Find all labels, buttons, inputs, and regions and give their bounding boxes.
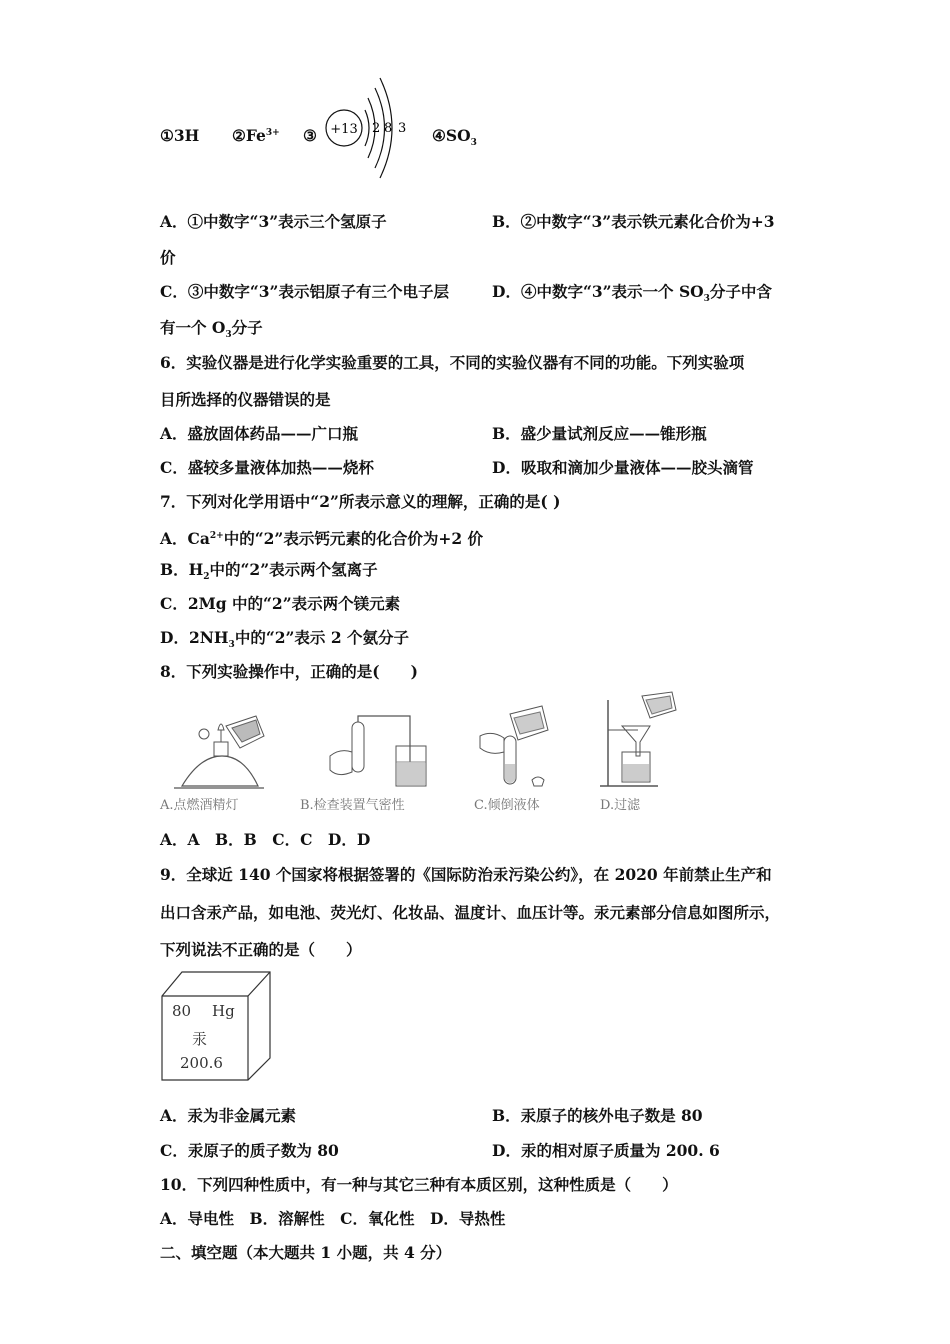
shell-1-electrons: 2 — [372, 121, 381, 136]
shell-3-electrons: 3 — [398, 121, 407, 136]
caption-a: A.点燃酒精灯 — [160, 798, 239, 813]
q6-option-a: A．盛放固体药品——广口瓶 — [160, 424, 359, 443]
q5-option-b-cont: 价 — [160, 248, 176, 267]
symbol-so: ④SO — [432, 126, 471, 145]
caption-b: B.检查装置气密性 — [300, 798, 405, 813]
q6-option-c: C．盛较多量液体加热——烧杯 — [160, 458, 374, 477]
q7-a-tail: 中的“2”表示钙元素的化合价为+2 价 — [223, 529, 484, 549]
q6-option-b: B．盛少量试剂反应——锥形瓶 — [492, 424, 707, 443]
section-2-heading: 二、填空题（本大题共 1 小题，共 4 分） — [160, 1243, 452, 1262]
q5-d-subscript: 3 — [703, 294, 710, 305]
aluminum-atom-structure-diagram — [320, 70, 420, 180]
q7-d-tail: 中的“2”表示 2 个氨分子 — [234, 628, 410, 647]
q5-d-text: D．④中数字“3”表示一个 SO — [492, 282, 704, 301]
q7-b-text: B．H — [160, 560, 204, 579]
q9-stem-line1: 9．全球近 140 个国家将根据签署的《国际防治汞污染公约》，在 2020 年前禁止生产和 — [160, 865, 772, 884]
q8-options: A．A B．B C．C D．D — [160, 830, 371, 849]
q9-option-d: D．汞的相对原子质量为 200. 6 — [492, 1141, 720, 1160]
q5-d-tail: 分子中含 — [709, 282, 772, 301]
q5-option-d-cont — [160, 318, 263, 345]
symbol-3h: ①3H — [160, 126, 200, 145]
q5-option-d — [492, 282, 772, 309]
q7-b-tail: 中的“2”表示两个氢离子 — [209, 560, 378, 579]
element-name: 汞 — [192, 1030, 208, 1048]
q5-d-cont-tail: 分子 — [231, 318, 263, 337]
caption-c: C.倾倒液体 — [474, 798, 540, 813]
symbol-3-prefix: ③ — [303, 126, 317, 145]
q7-stem: 7．下列对化学用语中“2”所表示意义的理解，正确的是( ) — [160, 492, 561, 511]
q7-option-b — [160, 560, 378, 587]
nucleus-charge: +13 — [330, 122, 358, 137]
q7-d-text: D．2NH — [160, 628, 229, 647]
airtightness-check-illustration — [322, 712, 442, 794]
q7-b-subscript: 2 — [203, 572, 210, 583]
q8-stem: 8．下列实验操作中，正确的是( ) — [160, 662, 418, 681]
q5-option-a: A．①中数字“3”表示三个氢原子 — [160, 212, 387, 231]
q5-option-c: C．③中数字“3”表示铝原子有三个电子层 — [160, 282, 449, 301]
filtration-illustration — [598, 690, 688, 794]
q9-option-c: C．汞原子的质子数为 80 — [160, 1141, 339, 1160]
atomic-mass: 200.6 — [180, 1054, 223, 1072]
q7-option-a — [160, 526, 483, 549]
q7-option-c: C．2Mg 中的“2”表示两个镁元素 — [160, 594, 401, 613]
mercury-element-card — [160, 970, 272, 1082]
pouring-liquid-illustration — [474, 700, 574, 794]
symbol-fe3plus — [232, 126, 280, 145]
atomic-number: 80 — [172, 1002, 192, 1020]
q7-d-subscript: 3 — [228, 640, 235, 651]
shell-2-electrons: 8 — [384, 121, 393, 136]
symbol-so3 — [432, 126, 477, 148]
caption-d: D.过滤 — [600, 798, 641, 813]
q9-stem-line2: 出口含汞产品，如电池、荧光灯、化妆品、温度计、血压计等。汞元素部分信息如图所示， — [160, 903, 781, 922]
q9-stem-line3: 下列说法不正确的是（ ） — [160, 940, 362, 959]
q7-option-d — [160, 628, 409, 655]
q6-stem-line2: 目所选择的仪器错误的是 — [160, 390, 331, 409]
q9-option-b: B．汞原子的核外电子数是 80 — [492, 1106, 703, 1125]
symbol-so-subscript: 3 — [470, 138, 477, 149]
alcohol-lamp-lighting-illustration — [160, 708, 280, 794]
q5-d-cont-subscript: 3 — [225, 330, 232, 341]
symbol-fe: ②Fe — [232, 126, 266, 145]
q10-options: A．导电性 B．溶解性 C．氧化性 D．导热性 — [160, 1209, 506, 1228]
q9-option-a: A．汞为非金属元素 — [160, 1106, 297, 1125]
q6-stem-line1: 6．实验仪器是进行化学实验重要的工具，不同的实验仪器有不同的功能。下列实验项 — [160, 353, 745, 372]
q5-option-b: B．②中数字“3”表示铁元素化合价为+3 — [492, 212, 775, 231]
q7-a-charge: 2+ — [209, 531, 224, 541]
q6-option-d: D．吸取和滴加少量液体——胶头滴管 — [492, 458, 754, 477]
symbol-fe-charge: 3+ — [265, 127, 280, 138]
q5-d-cont-text: 有一个 O — [160, 318, 226, 337]
element-symbol: Hg — [212, 1002, 235, 1020]
q7-a-text: A．Ca — [160, 529, 210, 549]
q10-stem: 10．下列四种性质中，有一种与其它三种有本质区别，这种性质是（ ） — [160, 1175, 678, 1194]
